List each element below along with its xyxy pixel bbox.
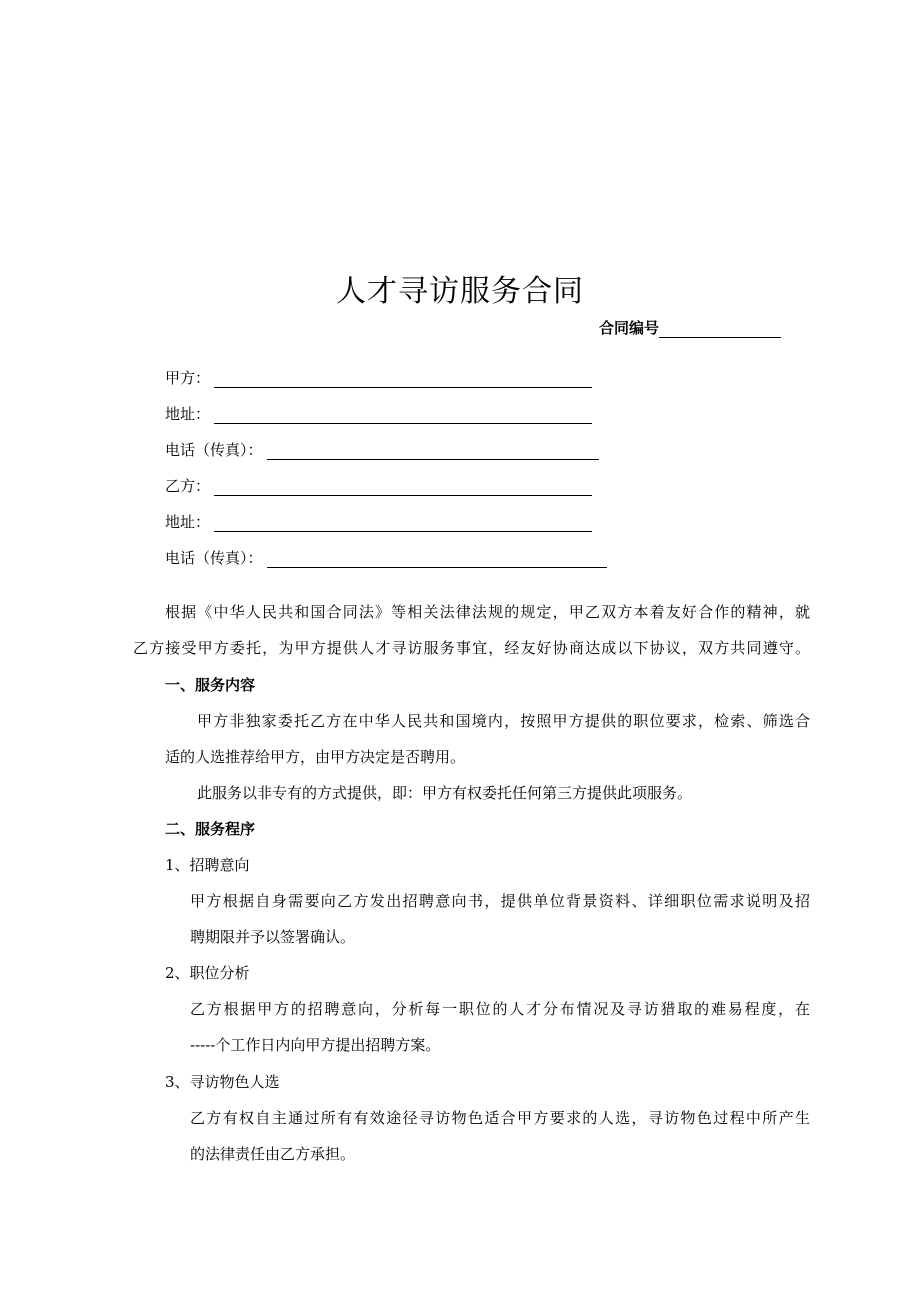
party-a-phone-blank xyxy=(267,441,599,460)
item-3-title: 3、寻访物色人选 xyxy=(165,1073,280,1091)
contract-number-blank xyxy=(659,321,781,338)
item-2-line-1: 乙方根据甲方的招聘意向，分析每一职位的人才分布情况及寻访猎取的难易程度，在 xyxy=(190,1000,810,1018)
party-a-address-blank xyxy=(214,405,592,424)
party-b-address-field xyxy=(165,512,592,532)
party-b-field xyxy=(165,476,592,496)
intro-line-2: 乙方接受甲方委托，为甲方提供人才寻访服务事宜，经友好协商达成以下协议，双方共同遵守。 xyxy=(133,639,810,657)
item-3-line-1: 乙方有权自主通过所有有效途径寻访物色适合甲方要求的人选，寻访物色过程中所产生 xyxy=(190,1109,810,1127)
intro-line-1: 根据《中华人民共和国合同法》等相关法律法规的规定，甲乙双方本着友好合作的精神，就 xyxy=(165,603,810,621)
item-2-title: 2、职位分析 xyxy=(165,964,250,982)
party-b-label: 乙方： xyxy=(165,477,211,495)
party-b-phone-field xyxy=(165,548,607,568)
section-1-para-2: 此服务以非专有的方式提供，即：甲方有权委托任何第三方提供此项服务。 xyxy=(197,784,693,802)
item-1-line-1: 甲方根据自身需要向乙方发出招聘意向书，提供单位背景资料、详细职位需求说明及招 xyxy=(190,892,810,910)
section-1-para-1-line-1: 甲方非独家委托乙方在中华人民共和国境内，按照甲方提供的职位要求，检索、筛选合 xyxy=(197,712,810,730)
party-a-field xyxy=(165,368,592,388)
section-1-para-1-line-2: 适的人选推荐给甲方，由甲方决定是否聘用。 xyxy=(165,748,466,766)
item-1-title: 1、招聘意向 xyxy=(165,856,250,874)
party-a-phone-field xyxy=(165,440,599,460)
section-2-heading: 二、服务程序 xyxy=(165,820,256,838)
section-1-heading: 一、服务内容 xyxy=(165,676,256,694)
item-1-line-2: 聘期限并予以签署确认。 xyxy=(190,928,356,946)
contract-number-label: 合同编号 xyxy=(599,319,660,337)
party-b-phone-label: 电话（传真）： xyxy=(165,549,263,567)
party-a-address-field xyxy=(165,404,592,424)
party-b-address-blank xyxy=(214,513,592,532)
party-b-address-label: 地址： xyxy=(165,513,211,531)
party-a-blank xyxy=(214,369,592,388)
party-a-label: 甲方： xyxy=(165,369,211,387)
party-a-address-label: 地址： xyxy=(165,405,211,423)
party-a-phone-label: 电话（传真）： xyxy=(165,441,263,459)
party-b-phone-blank xyxy=(267,549,607,568)
document-title: 人才寻访服务合同 xyxy=(336,274,584,309)
item-2-line-2: -----个工作日内向甲方提出招聘方案。 xyxy=(190,1036,441,1054)
item-3-line-2: 的法律责任由乙方承担。 xyxy=(190,1145,356,1163)
party-b-blank xyxy=(214,477,592,496)
contract-number xyxy=(599,318,781,338)
